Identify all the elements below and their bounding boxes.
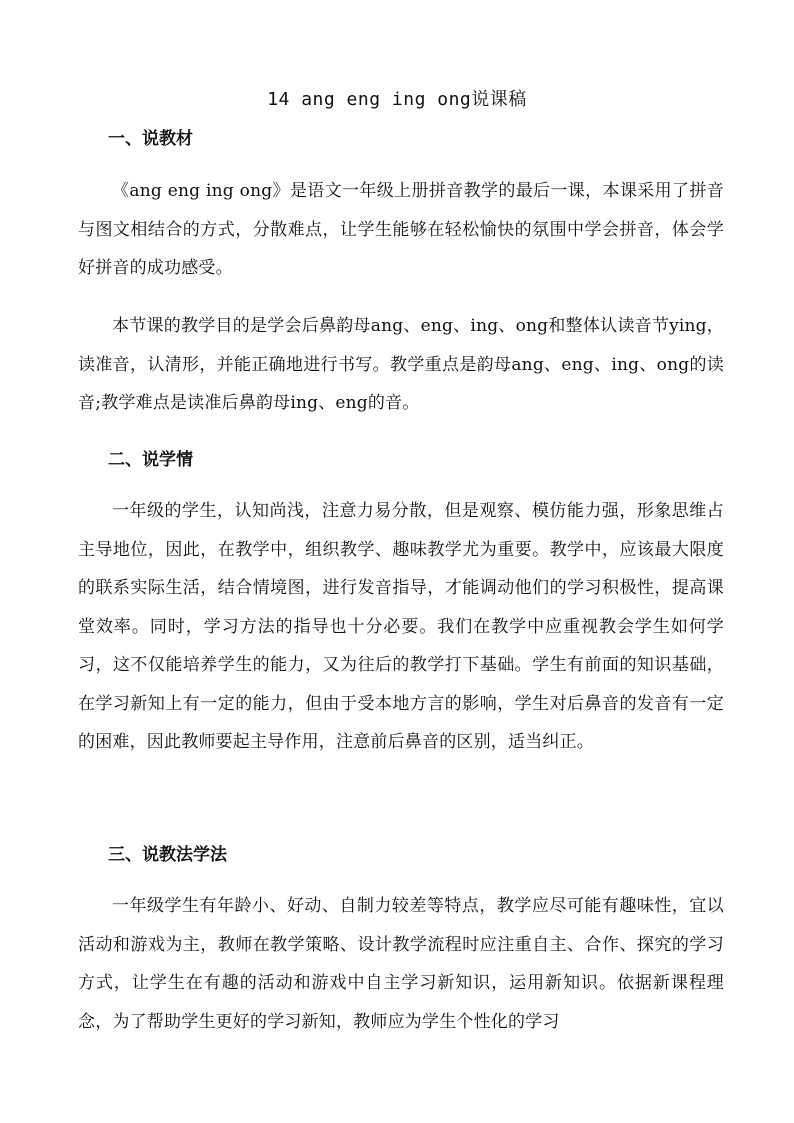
paragraph-textbook-2: 本节课的教学目的是学会后鼻韵母ang、eng、ing、ong和整体认读音节ying，读准音，认清形，并能正确地进行书写。教学重点是韵母ang、eng、ing、ong的读音;教学难点是读准后鼻韵母ing、eng的音。 <box>78 316 724 413</box>
section-heading-students: 二、说学情 <box>108 450 193 470</box>
paragraph-textbook-1: 《ang eng ing ong》是语文一年级上册拼音教学的最后一课，本课采用了拼音与图文相结合的方式，分散难点，让学生能够在轻松愉快的氛围中学会拼音，体会学好拼音的成功感受。 <box>78 181 724 278</box>
paragraph-students-1: 一年级的学生，认知尚浅，注意力易分散，但是观察、模仿能力强，形象思维占主导地位，因此，在教学中，组织教学、趣味教学尤为重要。教学中，应该最大限度的联系实际生活，结合情境图，进行发音指导，才能调动他们的学习积极性，提高课堂效率。同时，学习方法的指导也十分必要。我们在教学中应重视教会学生如何学习，这不仅能培养学生的能力，又为往后的教学打下基础。学生有前面的知识基础，在学习新知上有一定的能力，但由于受本地方言的影响，学生对后鼻音的发音有一定的困难，因此教师要起主导作用，注意前后鼻音的区别，适当纠正。 <box>78 501 724 752</box>
section-heading-methods: 三、说教法学法 <box>108 845 227 865</box>
document-title: 14 ang eng ing ong说课稿 <box>267 89 527 110</box>
section-heading-textbook: 一、说教材 <box>108 129 193 149</box>
paragraph-methods-1: 一年级学生有年龄小、好动、自制力较差等特点，教学应尽可能有趣味性，宜以活动和游戏为主，教师在教学策略、设计教学流程时应注重自主、合作、探究的学习方式，让学生在有趣的活动和游戏中自主学习新知识，运用新知识。依据新课程理念，为了帮助学生更好的学习新知，教师应为学生个性化的学习 <box>78 896 724 1032</box>
